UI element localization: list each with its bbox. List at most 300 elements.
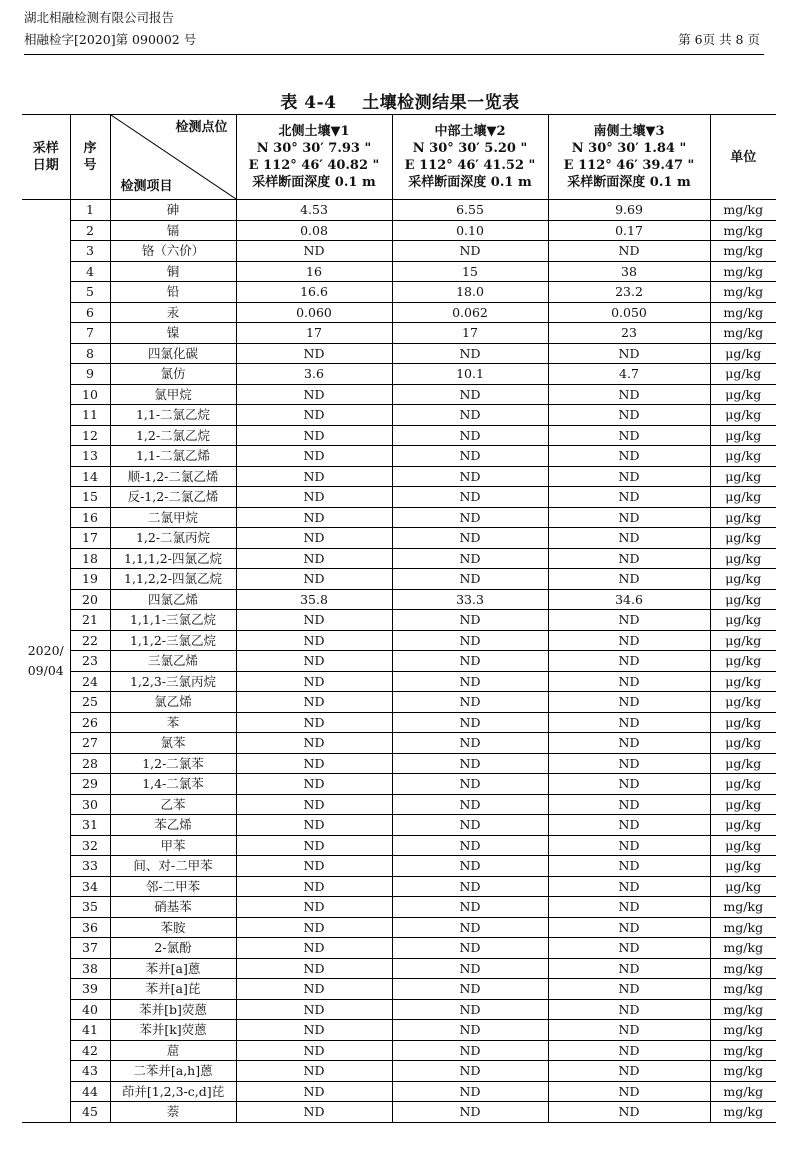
point-1-value-cell: ND bbox=[236, 712, 392, 733]
point-2-value-cell: ND bbox=[392, 425, 548, 446]
row-number-cell: 38 bbox=[70, 958, 110, 979]
table-row bbox=[22, 548, 776, 569]
row-number-cell: 20 bbox=[70, 589, 110, 610]
point-1-value-cell: ND bbox=[236, 958, 392, 979]
row-number-cell: 42 bbox=[70, 1040, 110, 1061]
point-lon: E 112° 46′ 40.82 " bbox=[248, 158, 380, 173]
point-3-value-cell: ND bbox=[548, 712, 710, 733]
point-3-value-cell: ND bbox=[548, 610, 710, 631]
point-3-value-cell: ND bbox=[548, 507, 710, 528]
unit-cell: mg/kg bbox=[710, 220, 776, 241]
point-1-value-cell: ND bbox=[236, 466, 392, 487]
unit-cell: mg/kg bbox=[710, 897, 776, 918]
point-depth: 采样断面深度 0.1 m bbox=[252, 175, 376, 190]
sampling-date-cell: 2020/ 09/04 bbox=[22, 200, 70, 1123]
test-item-cell: 苯并[a]芘 bbox=[110, 979, 236, 1000]
table-row bbox=[22, 712, 776, 733]
row-number-cell: 34 bbox=[70, 876, 110, 897]
point-3-value-cell: ND bbox=[548, 815, 710, 836]
unit-cell: mg/kg bbox=[710, 302, 776, 323]
point-3-value-cell: 4.7 bbox=[548, 364, 710, 385]
table-row bbox=[22, 405, 776, 426]
test-item-cell: 1,1-二氯乙烯 bbox=[110, 446, 236, 467]
point-2-value-cell: ND bbox=[392, 1020, 548, 1041]
unit-cell: μg/kg bbox=[710, 876, 776, 897]
point-3-value-cell: ND bbox=[548, 487, 710, 508]
point-3-value-cell: ND bbox=[548, 999, 710, 1020]
point-header-2 bbox=[392, 115, 548, 200]
point-3-value-cell: ND bbox=[548, 856, 710, 877]
point-3-value-cell: ND bbox=[548, 1040, 710, 1061]
point-2-value-cell: ND bbox=[392, 753, 548, 774]
unit-cell: μg/kg bbox=[710, 364, 776, 385]
row-number-cell: 26 bbox=[70, 712, 110, 733]
point-1-value-cell: ND bbox=[236, 835, 392, 856]
point-2-value-cell: ND bbox=[392, 630, 548, 651]
point-name: 北侧土壤▼1 bbox=[278, 124, 350, 139]
test-item-cell: 邻-二甲苯 bbox=[110, 876, 236, 897]
row-number-cell: 15 bbox=[70, 487, 110, 508]
point-1-value-cell: ND bbox=[236, 241, 392, 262]
unit-cell: μg/kg bbox=[710, 794, 776, 815]
row-number-cell: 43 bbox=[70, 1061, 110, 1082]
table-row bbox=[22, 794, 776, 815]
row-number-cell: 5 bbox=[70, 282, 110, 303]
soil-results-table bbox=[22, 114, 776, 1123]
unit-cell: μg/kg bbox=[710, 753, 776, 774]
test-item-cell: 1,1,1-三氯乙烷 bbox=[110, 610, 236, 631]
point-3-value-cell: 23.2 bbox=[548, 282, 710, 303]
point-lat: N 30° 30′ 7.93 " bbox=[256, 141, 372, 156]
point-2-value-cell: ND bbox=[392, 794, 548, 815]
test-item-cell: 硝基苯 bbox=[110, 897, 236, 918]
table-row bbox=[22, 733, 776, 754]
unit-cell: μg/kg bbox=[710, 446, 776, 467]
row-number-cell: 39 bbox=[70, 979, 110, 1000]
point-2-value-cell: ND bbox=[392, 1102, 548, 1123]
point-1-value-cell: ND bbox=[236, 692, 392, 713]
point-2-value-cell: 18.0 bbox=[392, 282, 548, 303]
point-3-value-cell: 0.17 bbox=[548, 220, 710, 241]
unit-cell: mg/kg bbox=[710, 241, 776, 262]
table-row bbox=[22, 487, 776, 508]
row-number-cell: 25 bbox=[70, 692, 110, 713]
point-2-value-cell: ND bbox=[392, 897, 548, 918]
test-item-cell: 四氯化碳 bbox=[110, 343, 236, 364]
test-item-cell: 甲苯 bbox=[110, 835, 236, 856]
table-row bbox=[22, 364, 776, 385]
point-2-value-cell: 33.3 bbox=[392, 589, 548, 610]
unit-cell: μg/kg bbox=[710, 856, 776, 877]
point-depth: 采样断面深度 0.1 m bbox=[408, 175, 532, 190]
point-1-value-cell: ND bbox=[236, 753, 392, 774]
report-number: 相融检字[2020]第 090002 号 bbox=[24, 32, 197, 47]
row-number-cell: 14 bbox=[70, 466, 110, 487]
row-number-cell: 23 bbox=[70, 651, 110, 672]
point-1-value-cell: 16.6 bbox=[236, 282, 392, 303]
point-1-value-cell: ND bbox=[236, 405, 392, 426]
row-number-cell: 31 bbox=[70, 815, 110, 836]
point-2-value-cell: 6.55 bbox=[392, 200, 548, 221]
row-number-cell: 12 bbox=[70, 425, 110, 446]
point-1-value-cell: ND bbox=[236, 876, 392, 897]
point-1-value-cell: ND bbox=[236, 528, 392, 549]
unit-cell: mg/kg bbox=[710, 917, 776, 938]
point-2-value-cell: ND bbox=[392, 446, 548, 467]
point-header-3 bbox=[548, 115, 710, 200]
table-row bbox=[22, 815, 776, 836]
test-item-cell: 萘 bbox=[110, 1102, 236, 1123]
point-2-value-cell: ND bbox=[392, 651, 548, 672]
point-2-value-cell: ND bbox=[392, 733, 548, 754]
point-1-value-cell: ND bbox=[236, 815, 392, 836]
unit-cell: mg/kg bbox=[710, 200, 776, 221]
point-2-value-cell: ND bbox=[392, 712, 548, 733]
point-2-value-cell: ND bbox=[392, 1040, 548, 1061]
unit-cell: μg/kg bbox=[710, 835, 776, 856]
test-item-cell: 氯甲烷 bbox=[110, 384, 236, 405]
point-3-value-cell: ND bbox=[548, 917, 710, 938]
table-row bbox=[22, 856, 776, 877]
test-item-cell: 顺-1,2-二氯乙烯 bbox=[110, 466, 236, 487]
point-2-value-cell: ND bbox=[392, 569, 548, 590]
test-item-cell: 苯乙烯 bbox=[110, 815, 236, 836]
unit-cell: μg/kg bbox=[710, 466, 776, 487]
table-row bbox=[22, 958, 776, 979]
row-number-cell: 36 bbox=[70, 917, 110, 938]
row-number-cell: 28 bbox=[70, 753, 110, 774]
unit-cell: μg/kg bbox=[710, 712, 776, 733]
test-item-cell: 镍 bbox=[110, 323, 236, 344]
unit-cell: μg/kg bbox=[710, 815, 776, 836]
point-3-value-cell: ND bbox=[548, 958, 710, 979]
table-row bbox=[22, 261, 776, 282]
point-1-value-cell: ND bbox=[236, 1040, 392, 1061]
test-item-cell: 氯乙烯 bbox=[110, 692, 236, 713]
point-1-value-cell: ND bbox=[236, 630, 392, 651]
point-2-value-cell: ND bbox=[392, 466, 548, 487]
unit-header: 单位 bbox=[710, 115, 776, 200]
table-row bbox=[22, 200, 776, 221]
row-number-cell: 11 bbox=[70, 405, 110, 426]
row-number-cell: 19 bbox=[70, 569, 110, 590]
point-1-value-cell: ND bbox=[236, 569, 392, 590]
point-3-value-cell: ND bbox=[548, 835, 710, 856]
unit-cell: mg/kg bbox=[710, 261, 776, 282]
unit-cell: μg/kg bbox=[710, 774, 776, 795]
table-row bbox=[22, 835, 776, 856]
point-2-value-cell: 10.1 bbox=[392, 364, 548, 385]
point-1-value-cell: ND bbox=[236, 774, 392, 795]
point-3-value-cell: ND bbox=[548, 1081, 710, 1102]
test-item-cell: 四氯乙烯 bbox=[110, 589, 236, 610]
point-2-value-cell: 15 bbox=[392, 261, 548, 282]
unit-cell: μg/kg bbox=[710, 569, 776, 590]
unit-cell: mg/kg bbox=[710, 1020, 776, 1041]
test-item-cell: 苯并[b]荧蒽 bbox=[110, 999, 236, 1020]
unit-cell: mg/kg bbox=[710, 282, 776, 303]
table-row bbox=[22, 876, 776, 897]
point-1-value-cell: ND bbox=[236, 446, 392, 467]
point-2-value-cell: ND bbox=[392, 774, 548, 795]
point-1-value-cell: ND bbox=[236, 671, 392, 692]
point-1-value-cell: 3.6 bbox=[236, 364, 392, 385]
table-row bbox=[22, 1081, 776, 1102]
point-2-value-cell: 17 bbox=[392, 323, 548, 344]
point-1-value-cell: 17 bbox=[236, 323, 392, 344]
point-2-value-cell: ND bbox=[392, 487, 548, 508]
point-2-value-cell: ND bbox=[392, 405, 548, 426]
table-row bbox=[22, 774, 776, 795]
unit-cell: μg/kg bbox=[710, 630, 776, 651]
row-number-cell: 13 bbox=[70, 446, 110, 467]
point-1-value-cell: ND bbox=[236, 1102, 392, 1123]
unit-cell: mg/kg bbox=[710, 323, 776, 344]
table-row bbox=[22, 589, 776, 610]
table-row bbox=[22, 343, 776, 364]
row-number-cell: 30 bbox=[70, 794, 110, 815]
table-row bbox=[22, 425, 776, 446]
point-1-value-cell: ND bbox=[236, 856, 392, 877]
unit-cell: mg/kg bbox=[710, 1081, 776, 1102]
row-number-cell: 8 bbox=[70, 343, 110, 364]
point-1-value-cell: ND bbox=[236, 384, 392, 405]
point-1-value-cell: ND bbox=[236, 794, 392, 815]
point-1-value-cell: ND bbox=[236, 507, 392, 528]
row-number-cell: 27 bbox=[70, 733, 110, 754]
row-number-cell: 24 bbox=[70, 671, 110, 692]
point-2-value-cell: ND bbox=[392, 856, 548, 877]
test-item-cell: 二氯甲烷 bbox=[110, 507, 236, 528]
point-2-value-cell: ND bbox=[392, 917, 548, 938]
test-item-cell: 2-氯酚 bbox=[110, 938, 236, 959]
point-1-value-cell: 4.53 bbox=[236, 200, 392, 221]
row-number-cell: 6 bbox=[70, 302, 110, 323]
point-lat: N 30° 30′ 5.20 " bbox=[412, 141, 528, 156]
page-indicator: 第 6页 共 8 页 bbox=[678, 32, 760, 47]
point-3-value-cell: ND bbox=[548, 794, 710, 815]
company-name: 湖北相融检测有限公司报告 bbox=[24, 10, 175, 25]
point-2-value-cell: ND bbox=[392, 671, 548, 692]
point-3-value-cell: ND bbox=[548, 733, 710, 754]
unit-cell: mg/kg bbox=[710, 958, 776, 979]
point-1-value-cell: ND bbox=[236, 979, 392, 1000]
unit-cell: mg/kg bbox=[710, 979, 776, 1000]
test-item-cell: 苯 bbox=[110, 712, 236, 733]
test-item-cell: 乙苯 bbox=[110, 794, 236, 815]
point-3-value-cell: ND bbox=[548, 651, 710, 672]
point-3-value-cell: 34.6 bbox=[548, 589, 710, 610]
point-1-value-cell: ND bbox=[236, 999, 392, 1020]
point-3-value-cell: 38 bbox=[548, 261, 710, 282]
test-item-cell: 1,1,2,2-四氯乙烷 bbox=[110, 569, 236, 590]
point-lon: E 112° 46′ 39.47 " bbox=[563, 158, 695, 173]
point-3-value-cell: ND bbox=[548, 343, 710, 364]
point-3-value-cell: 9.69 bbox=[548, 200, 710, 221]
point-3-value-cell: ND bbox=[548, 979, 710, 1000]
point-3-value-cell: ND bbox=[548, 753, 710, 774]
point-2-value-cell: ND bbox=[392, 241, 548, 262]
point-3-value-cell: ND bbox=[548, 897, 710, 918]
row-number-cell: 37 bbox=[70, 938, 110, 959]
unit-cell: mg/kg bbox=[710, 1061, 776, 1082]
point-lat: N 30° 30′ 1.84 " bbox=[571, 141, 687, 156]
point-2-value-cell: ND bbox=[392, 384, 548, 405]
diag-label-item: 检测项目 bbox=[120, 179, 173, 194]
test-item-cell: 䓛 bbox=[110, 1040, 236, 1061]
point-2-value-cell: ND bbox=[392, 958, 548, 979]
seq-header: 序 号 bbox=[70, 115, 110, 200]
table-row bbox=[22, 753, 776, 774]
table-row bbox=[22, 651, 776, 672]
table-row bbox=[22, 692, 776, 713]
unit-cell: μg/kg bbox=[710, 425, 776, 446]
test-item-cell: 氯仿 bbox=[110, 364, 236, 385]
unit-cell: mg/kg bbox=[710, 1102, 776, 1123]
table-row bbox=[22, 466, 776, 487]
unit-cell: mg/kg bbox=[710, 1040, 776, 1061]
test-item-cell: 苯并[k]荧蒽 bbox=[110, 1020, 236, 1041]
row-number-cell: 9 bbox=[70, 364, 110, 385]
point-1-value-cell: ND bbox=[236, 651, 392, 672]
point-2-value-cell: ND bbox=[392, 507, 548, 528]
point-1-value-cell: ND bbox=[236, 917, 392, 938]
point-2-value-cell: 0.10 bbox=[392, 220, 548, 241]
diagonal-header-cell bbox=[110, 115, 236, 200]
unit-cell: μg/kg bbox=[710, 610, 776, 631]
point-1-value-cell: ND bbox=[236, 343, 392, 364]
point-3-value-cell: ND bbox=[548, 548, 710, 569]
point-2-value-cell: ND bbox=[392, 815, 548, 836]
point-header-1 bbox=[236, 115, 392, 200]
row-number-cell: 44 bbox=[70, 1081, 110, 1102]
row-number-cell: 35 bbox=[70, 897, 110, 918]
point-lon: E 112° 46′ 41.52 " bbox=[404, 158, 536, 173]
test-item-cell: 反-1,2-二氯乙烯 bbox=[110, 487, 236, 508]
unit-cell: mg/kg bbox=[710, 938, 776, 959]
point-2-value-cell: ND bbox=[392, 692, 548, 713]
unit-cell: μg/kg bbox=[710, 671, 776, 692]
unit-cell: μg/kg bbox=[710, 343, 776, 364]
test-item-cell: 镉 bbox=[110, 220, 236, 241]
point-3-value-cell: ND bbox=[548, 569, 710, 590]
test-item-cell: 1,1,2-三氯乙烷 bbox=[110, 630, 236, 651]
row-number-cell: 1 bbox=[70, 200, 110, 221]
unit-cell: mg/kg bbox=[710, 999, 776, 1020]
point-1-value-cell: ND bbox=[236, 548, 392, 569]
test-item-cell: 1,1,1,2-四氯乙烷 bbox=[110, 548, 236, 569]
point-1-value-cell: ND bbox=[236, 487, 392, 508]
table-row bbox=[22, 1061, 776, 1082]
point-2-value-cell: ND bbox=[392, 938, 548, 959]
test-item-cell: 茚并[1,2,3-c,d]芘 bbox=[110, 1081, 236, 1102]
table-row bbox=[22, 610, 776, 631]
point-1-value-cell: ND bbox=[236, 733, 392, 754]
row-number-cell: 7 bbox=[70, 323, 110, 344]
point-3-value-cell: ND bbox=[548, 876, 710, 897]
test-item-cell: 二苯并[a,h]蒽 bbox=[110, 1061, 236, 1082]
row-number-cell: 21 bbox=[70, 610, 110, 631]
point-1-value-cell: ND bbox=[236, 425, 392, 446]
point-2-value-cell: ND bbox=[392, 835, 548, 856]
table-row bbox=[22, 671, 776, 692]
test-item-cell: 1,2-二氯苯 bbox=[110, 753, 236, 774]
point-1-value-cell: 35.8 bbox=[236, 589, 392, 610]
table-row bbox=[22, 979, 776, 1000]
point-3-value-cell: ND bbox=[548, 630, 710, 651]
point-3-value-cell: ND bbox=[548, 446, 710, 467]
table-row bbox=[22, 999, 776, 1020]
point-1-value-cell: 16 bbox=[236, 261, 392, 282]
point-3-value-cell: 23 bbox=[548, 323, 710, 344]
table-row bbox=[22, 569, 776, 590]
point-name: 中部土壤▼2 bbox=[434, 124, 506, 139]
point-1-value-cell: ND bbox=[236, 1081, 392, 1102]
point-2-value-cell: ND bbox=[392, 343, 548, 364]
row-number-cell: 16 bbox=[70, 507, 110, 528]
test-item-cell: 苯并[a]蒽 bbox=[110, 958, 236, 979]
unit-cell: μg/kg bbox=[710, 733, 776, 754]
unit-cell: μg/kg bbox=[710, 548, 776, 569]
point-2-value-cell: ND bbox=[392, 610, 548, 631]
table-row bbox=[22, 917, 776, 938]
row-number-cell: 22 bbox=[70, 630, 110, 651]
row-number-cell: 17 bbox=[70, 528, 110, 549]
point-3-value-cell: ND bbox=[548, 1020, 710, 1041]
row-number-cell: 45 bbox=[70, 1102, 110, 1123]
table-row bbox=[22, 507, 776, 528]
test-item-cell: 1,4-二氯苯 bbox=[110, 774, 236, 795]
test-item-cell: 1,2-二氯丙烷 bbox=[110, 528, 236, 549]
table-row bbox=[22, 897, 776, 918]
test-item-cell: 1,1-二氯乙烷 bbox=[110, 405, 236, 426]
test-item-cell: 铬（六价） bbox=[110, 241, 236, 262]
test-item-cell: 三氯乙烯 bbox=[110, 651, 236, 672]
row-number-cell: 10 bbox=[70, 384, 110, 405]
point-1-value-cell: 0.060 bbox=[236, 302, 392, 323]
point-3-value-cell: ND bbox=[548, 938, 710, 959]
point-2-value-cell: ND bbox=[392, 979, 548, 1000]
row-number-cell: 2 bbox=[70, 220, 110, 241]
row-number-cell: 41 bbox=[70, 1020, 110, 1041]
test-item-cell: 1,2,3-三氯丙烷 bbox=[110, 671, 236, 692]
test-item-cell: 铜 bbox=[110, 261, 236, 282]
point-2-value-cell: ND bbox=[392, 876, 548, 897]
point-3-value-cell: ND bbox=[548, 692, 710, 713]
test-item-cell: 苯胺 bbox=[110, 917, 236, 938]
point-1-value-cell: ND bbox=[236, 938, 392, 959]
test-item-cell: 氯苯 bbox=[110, 733, 236, 754]
point-1-value-cell: ND bbox=[236, 1020, 392, 1041]
test-item-cell: 砷 bbox=[110, 200, 236, 221]
test-item-cell: 铅 bbox=[110, 282, 236, 303]
row-number-cell: 32 bbox=[70, 835, 110, 856]
point-2-value-cell: ND bbox=[392, 1061, 548, 1082]
point-3-value-cell: ND bbox=[548, 384, 710, 405]
unit-cell: μg/kg bbox=[710, 384, 776, 405]
point-2-value-cell: ND bbox=[392, 548, 548, 569]
table-row bbox=[22, 1040, 776, 1061]
table-row bbox=[22, 282, 776, 303]
sampling-date-header: 采样 日期 bbox=[22, 115, 70, 200]
point-2-value-cell: ND bbox=[392, 999, 548, 1020]
point-3-value-cell: ND bbox=[548, 1061, 710, 1082]
unit-cell: μg/kg bbox=[710, 528, 776, 549]
point-depth: 采样断面深度 0.1 m bbox=[567, 175, 691, 190]
point-3-value-cell: ND bbox=[548, 466, 710, 487]
test-item-cell: 间、对-二甲苯 bbox=[110, 856, 236, 877]
table-row bbox=[22, 302, 776, 323]
